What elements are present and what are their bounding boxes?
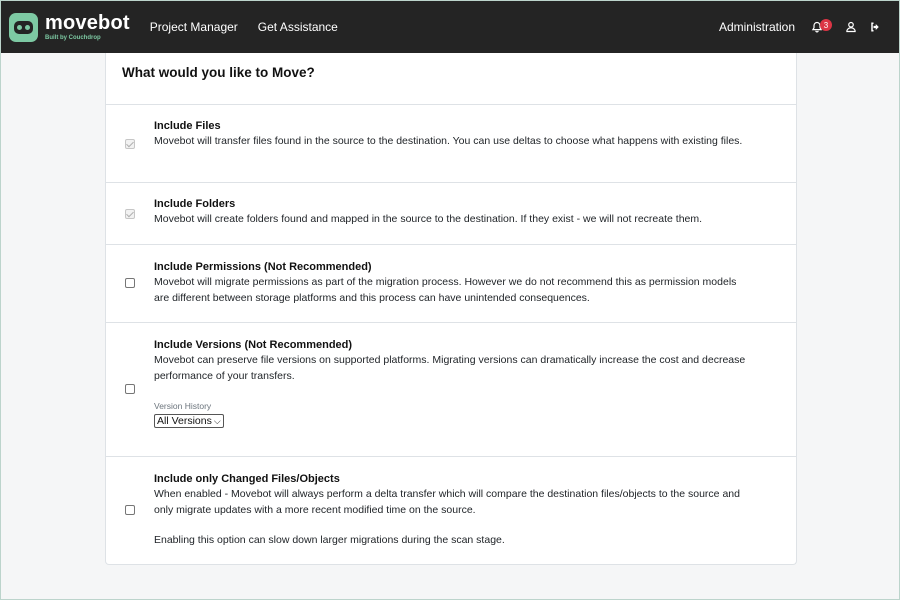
top-navbar — [1, 1, 899, 53]
include-versions-checkbox[interactable] — [125, 384, 135, 394]
option-title: Include Folders — [154, 198, 236, 210]
robot-logo-icon — [9, 13, 38, 42]
version-history-select[interactable] — [154, 414, 224, 428]
option-include-files — [106, 105, 796, 183]
version-history-value: All Versions — [157, 415, 212, 427]
option-include-permissions — [106, 245, 796, 323]
logout-icon — [869, 21, 881, 33]
option-title: Include only Changed Files/Objects — [154, 473, 340, 485]
logout-button[interactable] — [869, 21, 881, 33]
include-permissions-checkbox[interactable] — [125, 278, 135, 288]
notification-count-badge: 3 — [820, 19, 832, 31]
option-description: Movebot will migrate permissions as part of the migration process. However we do not recommend this as permission models are different between storage platforms and this process can have unintended consequences. — [154, 276, 737, 304]
card-header — [106, 53, 796, 105]
option-include-changed-only — [106, 457, 796, 565]
version-history-label: Version History — [154, 401, 212, 411]
option-note: Enabling this option can slow down larger migrations during the scan stage. — [154, 534, 505, 546]
chevron-down-icon: ⌵ — [213, 415, 221, 426]
option-include-folders — [106, 183, 796, 245]
option-description: Movebot can preserve file versions on supported platforms. Migrating versions can dramatically increase the cost and decrease performance of your transfers. — [154, 354, 746, 382]
brand-name: movebot — [45, 12, 130, 34]
card-title: What would you like to Move? — [122, 65, 315, 80]
movebot-logo[interactable] — [9, 1, 130, 53]
option-title: Include Versions (Not Recommended) — [154, 339, 353, 351]
user-button[interactable] — [845, 21, 857, 33]
brand-subtitle: Built by Couchdrop — [45, 35, 101, 41]
move-options-card — [105, 53, 797, 565]
notifications-button[interactable] — [811, 20, 829, 33]
option-title: Include Files — [154, 120, 221, 132]
option-description: Movebot will create folders found and mapped in the source to the destination. If they exist - we will not recreate them. — [154, 213, 703, 225]
include-changed-only-checkbox[interactable] — [125, 505, 135, 515]
include-folders-checkbox[interactable] — [125, 209, 135, 219]
nav-get-assistance[interactable]: Get Assistance — [257, 20, 338, 34]
nav-project-manager[interactable]: Project Manager — [149, 20, 238, 34]
option-description: When enabled - Movebot will always perform a delta transfer which will compare the destination files/objects to the source and only migrate updates with a more recent modified time on the source. — [154, 488, 740, 516]
include-files-checkbox[interactable] — [125, 139, 135, 149]
user-icon — [845, 21, 857, 33]
nav-administration[interactable]: Administration — [718, 20, 795, 34]
option-include-versions — [106, 323, 796, 457]
option-title: Include Permissions (Not Recommended) — [154, 261, 372, 273]
option-description: Movebot will transfer files found in the source to the destination. You can use deltas to choose what happens with existing files. — [154, 135, 743, 147]
